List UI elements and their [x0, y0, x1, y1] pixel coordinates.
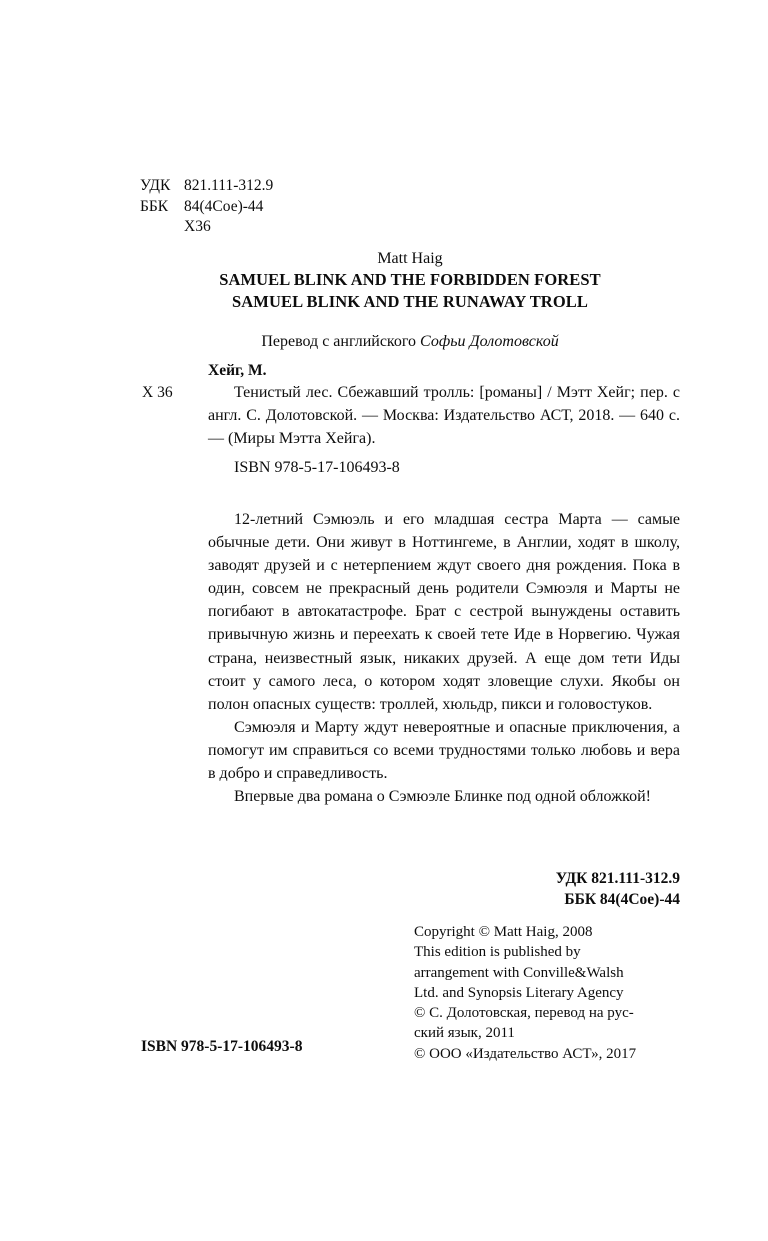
biblio-body	[140, 381, 680, 450]
author-sign-value: Х36	[184, 218, 211, 235]
copyright-line: arrangement with Conville&Walsh	[414, 964, 624, 981]
shelfmark: Х 36	[142, 384, 173, 401]
classification-codes-repeat	[380, 868, 680, 910]
original-title-line-2: SAMUEL BLINK AND THE RUNAWAY TROLL	[232, 291, 588, 311]
translator-name: Софьи Долотовской	[420, 333, 559, 350]
isbn-bottom: ISBN 978-5-17-106493-8	[141, 1038, 303, 1055]
translation-credit	[140, 331, 680, 352]
original-title-line-1: SAMUEL BLINK AND THE FORBIDDEN FOREST	[219, 270, 601, 289]
bbk-value: 84(4Сое)-44	[184, 197, 264, 215]
author-name-latin: Matt Haig	[377, 250, 443, 267]
copyright-line: Ltd. and Synopsis Literary Agency	[414, 984, 624, 1001]
translation-prefix: Перевод с английского	[261, 333, 417, 350]
biblio-author-heading: Хейг, М.	[208, 362, 267, 379]
title-block	[140, 248, 680, 352]
copyright-line: © ООО «Издательство АСТ», 2017	[414, 1045, 637, 1062]
classification-codes	[140, 176, 273, 238]
copyright-line: © С. Долотовская, перевод на рус-	[414, 1005, 634, 1022]
annotation-paragraph: Сэмюэля и Марту ждут невероятные и опасные приключения, а помогут им справиться со всеми трудностями только любовь и вера в добро и справедливость.	[208, 718, 680, 783]
author-sign-row	[140, 217, 273, 238]
copyright-line: Copyright © Matt Haig, 2008	[414, 924, 593, 940]
udk-value: 821.111-312.9	[184, 177, 274, 194]
udk-row	[140, 176, 273, 197]
annotation-text	[208, 508, 680, 808]
bbk-label: ББК	[140, 197, 169, 215]
copyright-block	[414, 922, 684, 1064]
bibliographic-record	[140, 360, 680, 479]
bbk-row	[140, 197, 273, 218]
biblio-isbn: ISBN 978-5-17-106493-8	[234, 459, 400, 476]
udk-repeat: УДК 821.111-312.9	[555, 870, 680, 887]
biblio-description: Тенистый лес. Сбежавший тролль: [романы] / Мэтт Хейг; пер. с англ. С. Долотовской. — Москва: Издательство АСТ, 2018. — 640 с. — (Миры Мэтта Хейга).	[208, 384, 680, 447]
annotation-paragraph: Впервые два романа о Сэмюэле Блинке под одной обложкой!	[234, 788, 651, 806]
udk-label: УДК	[140, 177, 171, 194]
annotation-paragraph: 12-летний Сэмюэль и его младшая сестра Марта — самые обычные дети. Они живут в Ноттингеме, в Англии, ходят в школу, заводят друзей и с нетерпением ждут своего дня рождения. Пока в один, совсем не прекрасный день родители Сэмюэля и Марты не погибают в автокатастрофе. Брат с сестрой вынуждены оставить привычную жизнь и переехать к своей тете Иде в Норвегию. Чужая страна, неизвестный язык, никаких друзей. А еще дом тети Иды стоит у самого леса, о котором ходят зловещие слухи. Якобы он полон опасных существ: троллей, хюльдр, пикси и головостуков.	[208, 511, 680, 713]
copyright-line: This edition is published by	[414, 944, 581, 961]
copyright-line: ский язык, 2011	[414, 1025, 515, 1042]
bbk-repeat: ББК 84(4Сое)-44	[564, 891, 680, 908]
